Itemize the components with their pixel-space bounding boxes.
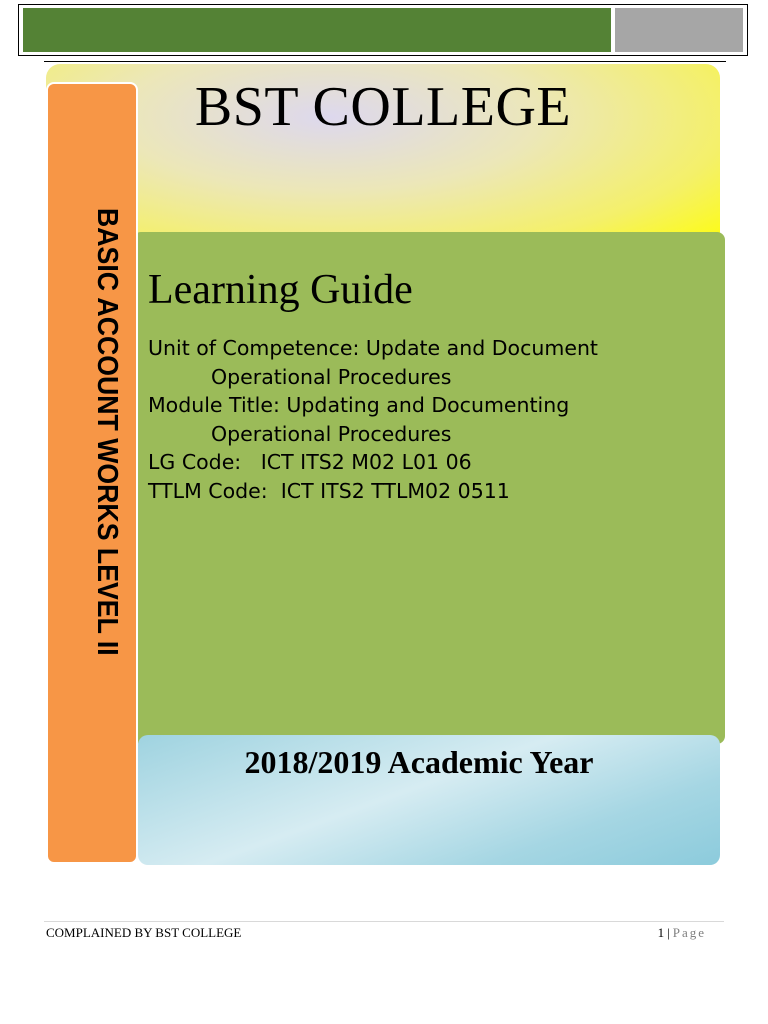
header-green-block [23, 8, 611, 52]
module-title-cont: Operational Procedures [211, 421, 452, 446]
page-indicator [658, 925, 706, 941]
college-name: BST COLLEGE [194, 76, 572, 138]
guide-title: Learning Guide [148, 267, 413, 313]
page-label: Page [672, 925, 706, 940]
lg-code-line: LG Code: ICT ITS2 M02 L01 06 [148, 450, 472, 474]
header-band [18, 4, 748, 56]
footer-credit: COMPLAINED BY BST COLLEGE [46, 925, 242, 940]
page-separator: | [667, 925, 670, 940]
guide-details [148, 334, 708, 505]
header-grey-block [615, 8, 743, 52]
unit-of-competence-line: Unit of Competence: Update and Document [148, 336, 598, 360]
header-divider [44, 61, 726, 62]
academic-year: 2018/2019 Academic Year [244, 744, 594, 780]
side-title: BASIC ACCOUNT WORKS LEVEL II [91, 208, 123, 656]
module-title-line: Module Title: Updating and Documenting [148, 393, 570, 417]
ttlm-code-line: TTLM Code: ICT ITS2 TTLM02 0511 [148, 478, 510, 503]
footer-divider [44, 921, 724, 922]
page-number: 1 [657, 925, 665, 940]
unit-of-competence-cont: Operational Procedures [211, 364, 452, 389]
